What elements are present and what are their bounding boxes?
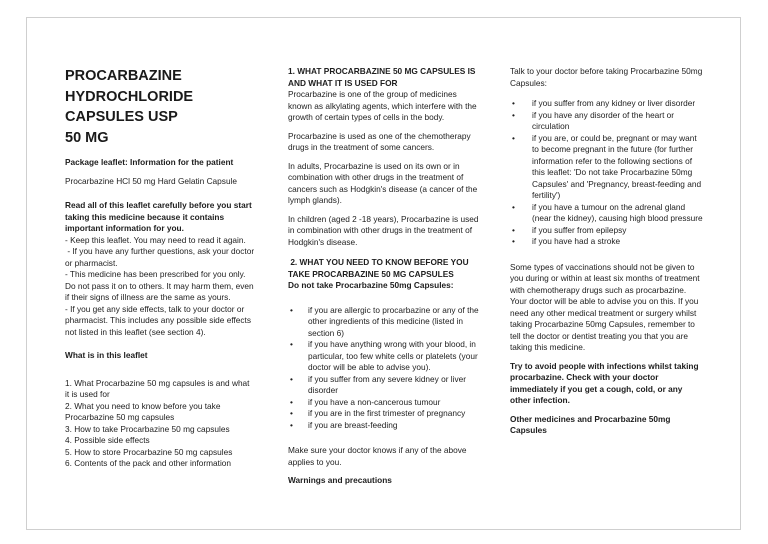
list-item-text: if you have any disorder of the heart or circulation: [532, 109, 675, 131]
infection-warning: Try to avoid people with infections whilst taking procarbazine. Check with your doctor immediately if you get a cough, cold, or any other infection.: [510, 360, 699, 405]
section-1-heading: 1. WHAT PROCARBAZINE 50 MG CAPSULES IS AND WHAT IT IS USED FOR: [288, 66, 476, 88]
list-item: [510, 133, 705, 202]
list-item-text: if you are breast-feeding: [308, 419, 398, 430]
bullet-icon: •: [290, 396, 293, 407]
advice-line: - If you get any side effects, talk to your doctor or pharmacist. This includes any possible side effects not listed in this leaflet (see section 4).: [65, 303, 252, 337]
title-line: CAPSULES USP: [65, 109, 178, 125]
column-2: [288, 66, 483, 487]
section-1-paragraph: In adults, Procarbazine is used on its own or in combination with other drugs in the treatment of cancers such as Hodgkin's disease (a cancer of the lymph glands).: [288, 160, 478, 205]
bullet-icon: •: [512, 201, 515, 212]
toc-item: 1. What Procarbazine 50 mg capsules is and what it is used for: [65, 377, 250, 399]
bullet-icon: •: [512, 98, 515, 108]
title-line: PROCARBAZINE: [65, 68, 182, 84]
section-1-paragraph: In children (aged 2 -18 years), Procarbazine is used in combination with other drugs in the treatment of Hodgkin's disease.: [288, 213, 479, 247]
talk-list: [510, 98, 705, 248]
list-item-text: if you are, or could be, pregnant or may want to become pregnant in the future (for further information refer to the following sections of this leaflet: 'Do not take Procarbazine 50mg Capsules' and 'Pregnancy, breast-feeding and fertility'): [532, 132, 702, 200]
product-title: [65, 66, 255, 148]
list-item-text: if you have a tumour on the adrenal gland (near the kidney), causing high blood pressure: [532, 201, 703, 223]
list-item-text: if you are in the first trimester of pregnancy: [308, 408, 466, 418]
list-item: [288, 305, 483, 340]
list-item: [288, 397, 483, 409]
list-item: [510, 236, 705, 248]
bullet-icon: •: [290, 373, 293, 384]
vaccinations-text: Some types of vaccinations should not be given to you during or within at least six months of treatment with chemotherapy drugs such as procarbazine. Your doctor will be able to advise you on this. If you need any other medical treatment or surgery whilst taking Procarbazine 50mg Capsules, remember to tell the doctor or dentist treating you that you are taking this medicine.: [510, 261, 700, 352]
list-item-text: if you have a non-cancerous tumour: [308, 396, 441, 407]
section-2-heading: 2. WHAT YOU NEED TO KNOW BEFORE YOU TAKE PROCARBAZINE 50 MG CAPSULES: [288, 257, 471, 279]
section-1-paragraph: Procarbazine is used as one of the chemotherapy drugs in the treatment of some cancers.: [288, 130, 471, 152]
section-1-paragraph: Procarbazine is one of the group of medicines known as alkylating agents, which interfere with the growth of certain types of cells in the body.: [288, 89, 477, 122]
warnings-heading: Warnings and precautions: [288, 475, 392, 485]
other-medicines-heading: Other medicines and Procarbazine 50mg Capsules: [510, 413, 671, 435]
list-item-text: if you have anything wrong with your blood, in particular, too few white cells or platelets (your doctor will be able to advise you).: [308, 339, 478, 372]
doctor-knows-text: Make sure your doctor knows if any of the above applies to you.: [288, 445, 467, 467]
advice-line: - If you have any further questions, ask your doctor or pharmacist.: [65, 246, 257, 268]
column-1: [65, 66, 255, 470]
list-item: [510, 110, 705, 133]
toc-item: 3. How to take Procarbazine 50 mg capsules: [65, 423, 230, 434]
list-item-text: if you suffer from any kidney or liver disorder: [532, 98, 696, 108]
read-all-heading: Read all of this leaflet carefully before you start taking this medicine because it contains important information for you.: [65, 200, 252, 233]
bullet-icon: •: [512, 132, 515, 143]
list-item: [510, 202, 705, 225]
list-item-text: if you have had a stroke: [532, 236, 621, 246]
title-line: HYDROCHLORIDE: [65, 88, 194, 105]
bullet-icon: •: [290, 419, 293, 430]
toc-item: 4. Possible side effects: [65, 435, 150, 445]
list-item-text: if you suffer from any severe kidney or liver disorder: [308, 373, 467, 395]
bullet-icon: •: [290, 304, 293, 315]
column-3: [510, 66, 705, 437]
list-item: [288, 374, 483, 397]
list-item: [288, 339, 483, 374]
bullet-icon: •: [512, 224, 515, 235]
talk-intro: Talk to your doctor before taking Procarbazine 50mg Capsules:: [510, 66, 703, 88]
list-item-text: if you suffer from epilepsy: [532, 224, 627, 235]
list-item: [510, 225, 705, 237]
bullet-icon: •: [290, 408, 293, 418]
package-leaflet-heading: Package leaflet: Information for the patient: [65, 157, 234, 167]
list-item: [288, 408, 483, 420]
list-item: [288, 420, 483, 432]
bullet-icon: •: [512, 109, 515, 120]
toc-heading: What is in this leaflet: [65, 350, 148, 360]
product-name: Procarbazine HCl 50 mg Hard Gelatin Capsule: [65, 175, 238, 186]
bullet-icon: •: [512, 236, 515, 246]
toc-item: 2. What you need to know before you take Procarbazine 50 mg capsules: [65, 400, 221, 422]
advice-line: - This medicine has been prescribed for you only. Do not pass it on to others. It may harm them, even if their signs of illness are the same as yours.: [65, 269, 254, 302]
toc-item: 5. How to store Procarbazine 50 mg capsules: [65, 446, 233, 457]
advice-line: - Keep this leaflet. You may need to read it again.: [65, 234, 246, 245]
do-not-take-heading: Do not take Procarbazine 50mg Capsules:: [288, 280, 454, 290]
list-item-text: if you are allergic to procarbazine or any of the other ingredients of this medicine (listed in section 6): [308, 304, 479, 338]
toc-item: 6. Contents of the pack and other information: [65, 458, 232, 468]
do-not-take-list: [288, 305, 483, 432]
list-item: [510, 98, 705, 110]
title-line: 50 MG: [65, 129, 109, 146]
bullet-icon: •: [290, 339, 293, 349]
